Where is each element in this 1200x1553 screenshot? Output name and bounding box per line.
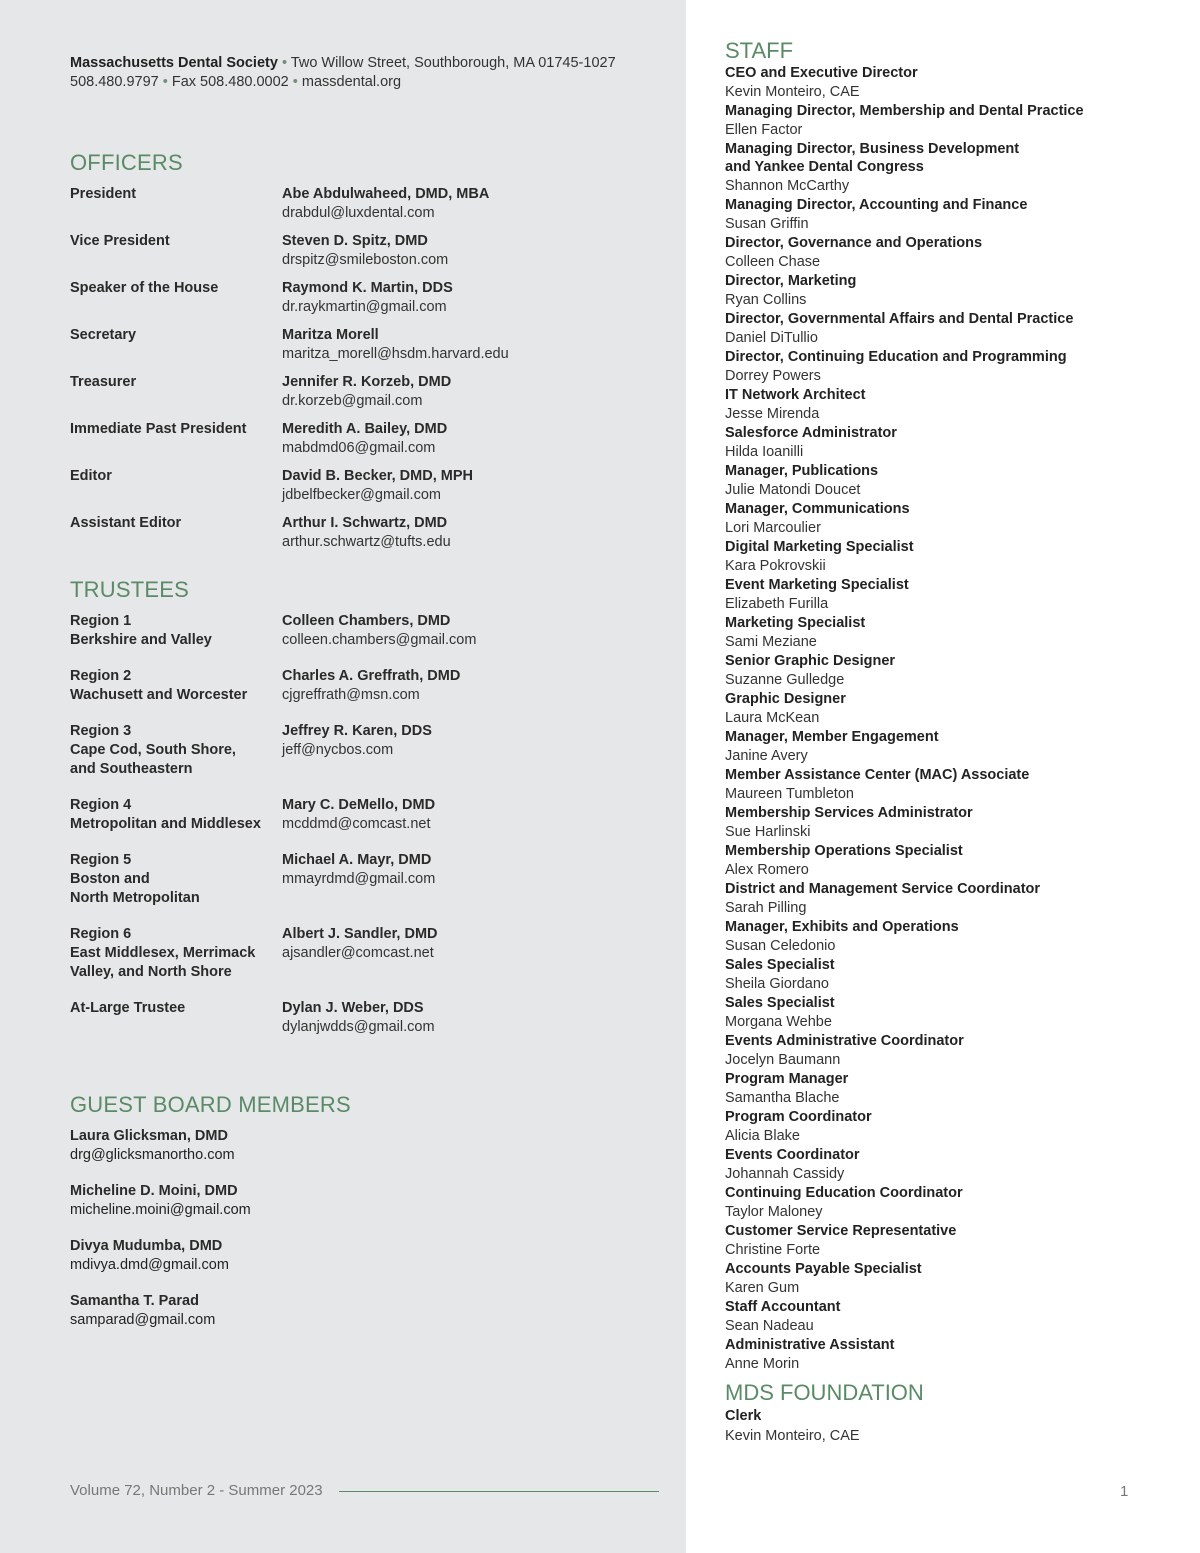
officer-name: David B. Becker, DMD, MPH	[282, 468, 473, 484]
trustees-heading: TRUSTEES	[70, 577, 189, 602]
trustee-row	[70, 667, 476, 705]
trustee-email[interactable]: mcddmd@comcast.net	[282, 816, 431, 832]
staff-name: Jocelyn Baumann	[725, 1052, 841, 1068]
trustee-name: Dylan J. Weber, DDS	[282, 1000, 424, 1016]
staff-name: Hilda Ioanilli	[725, 444, 804, 460]
trustee-region	[70, 722, 282, 779]
staff-list	[725, 64, 1084, 1374]
trustee-person	[282, 925, 438, 982]
guest-email[interactable]: mdivya.dmd@gmail.com	[70, 1257, 229, 1273]
foundation-title: Clerk	[725, 1408, 762, 1424]
officer-name: Raymond K. Martin, DDS	[282, 280, 453, 296]
trustee-name: Albert J. Sandler, DMD	[282, 926, 438, 942]
officer-role: Editor	[70, 468, 112, 484]
staff-name: Julie Matondi Doucet	[725, 482, 861, 498]
officer-name: Jennifer R. Korzeb, DMD	[282, 374, 452, 390]
staff-title: Digital Marketing Specialist	[725, 539, 914, 555]
guest-name: Laura Glicksman, DMD	[70, 1128, 228, 1144]
officer-person	[282, 279, 453, 317]
staff-column	[725, 38, 1084, 1446]
org-fax: Fax 508.480.0002	[171, 74, 289, 90]
guest-name: Divya Mudumba, DMD	[70, 1238, 223, 1254]
trustee-region	[70, 612, 282, 650]
org-line-1	[70, 54, 616, 73]
officer-email[interactable]: maritza_morell@hsdm.harvard.edu	[282, 346, 509, 362]
trustee-region-line: Region 3	[70, 723, 132, 739]
staff-name: Christine Forte	[725, 1242, 821, 1258]
staff-name: Sue Harlinski	[725, 824, 811, 840]
staff-name: Elizabeth Furilla	[725, 596, 829, 612]
guest-member	[70, 1292, 251, 1330]
trustee-region	[70, 851, 282, 908]
staff-name: Jesse Mirenda	[725, 406, 820, 422]
trustee-region-line: Berkshire and Valley	[70, 632, 212, 648]
officer-email[interactable]: dr.korzeb@gmail.com	[282, 393, 423, 409]
officer-role: Immediate Past President	[70, 421, 247, 437]
officer-role: Treasurer	[70, 374, 137, 390]
staff-name: Taylor Maloney	[725, 1204, 823, 1220]
guest-email[interactable]: drg@glicksmanortho.com	[70, 1147, 235, 1163]
trustee-region	[70, 667, 282, 705]
guest-board-list	[70, 1127, 251, 1347]
trustee-name: Michael A. Mayr, DMD	[282, 852, 432, 868]
guest-email[interactable]: micheline.moini@gmail.com	[70, 1202, 251, 1218]
guest-email[interactable]: samparad@gmail.com	[70, 1312, 216, 1328]
trustee-region-line: Wachusett and Worcester	[70, 687, 248, 703]
officer-email[interactable]: jdbelfbecker@gmail.com	[282, 487, 441, 503]
staff-name: Susan Celedonio	[725, 938, 836, 954]
guest-member	[70, 1237, 251, 1275]
guest-name: Samantha T. Parad	[70, 1293, 199, 1309]
staff-title: Manager, Publications	[725, 463, 879, 479]
guest-member	[70, 1182, 251, 1220]
officer-person	[282, 514, 451, 552]
officer-person	[282, 326, 509, 364]
staff-title: Customer Service Representative	[725, 1223, 957, 1239]
org-address: Two Willow Street, Southborough, MA 01745-1027	[290, 55, 616, 71]
separator-dot: •	[281, 55, 288, 71]
officers-heading: OFFICERS	[70, 150, 183, 175]
org-contact-block	[70, 54, 616, 92]
trustee-region-line: Boston and	[70, 871, 150, 887]
staff-title: Staff Accountant	[725, 1299, 841, 1315]
staff-name: Colleen Chase	[725, 254, 821, 270]
staff-name: Sami Meziane	[725, 634, 817, 650]
staff-title: Sales Specialist	[725, 957, 835, 973]
staff-title: Continuing Education Coordinator	[725, 1185, 963, 1201]
trustee-name: Colleen Chambers, DMD	[282, 613, 451, 629]
trustee-region	[70, 999, 282, 1037]
staff-title: Membership Services Administrator	[725, 805, 973, 821]
trustee-email[interactable]: cjgreffrath@msn.com	[282, 687, 420, 703]
staff-title: Managing Director, Accounting and Finance	[725, 197, 1028, 213]
staff-name: Dorrey Powers	[725, 368, 821, 384]
footer-divider	[339, 1491, 659, 1492]
staff-name: Sean Nadeau	[725, 1318, 814, 1334]
trustee-region	[70, 925, 282, 982]
trustee-person	[282, 999, 435, 1037]
officer-name: Arthur I. Schwartz, DMD	[282, 515, 448, 531]
trustee-region-line: East Middlesex, Merrimack	[70, 945, 256, 961]
trustee-row	[70, 999, 476, 1037]
trustee-region-line: North Metropolitan	[70, 890, 200, 906]
staff-title: Manager, Member Engagement	[725, 729, 939, 745]
trustee-row	[70, 722, 476, 779]
trustee-person	[282, 667, 460, 705]
trustee-region-line: Metropolitan and Middlesex	[70, 816, 261, 832]
staff-title: Salesforce Administrator	[725, 425, 897, 441]
officer-person	[282, 373, 451, 411]
officer-role: Speaker of the House	[70, 280, 219, 296]
trustee-region-line: Cape Cod, South Shore,	[70, 742, 236, 758]
officer-email[interactable]: arthur.schwartz@tufts.edu	[282, 534, 451, 550]
officer-role: President	[70, 186, 137, 202]
officer-row	[70, 232, 509, 270]
staff-name: Susan Griffin	[725, 216, 809, 232]
staff-name: Ryan Collins	[725, 292, 807, 308]
org-website[interactable]: massdental.org	[301, 74, 402, 90]
staff-title: Managing Director, Membership and Dental Practice	[725, 103, 1084, 119]
officer-email[interactable]: dr.raykmartin@gmail.com	[282, 299, 447, 315]
staff-title: Administrative Assistant	[725, 1337, 895, 1353]
trustee-person	[282, 796, 435, 834]
staff-title: Managing Director, Business Development and Yankee Dental Congress	[725, 141, 1020, 175]
trustee-email[interactable]: mmayrdmd@gmail.com	[282, 871, 436, 887]
org-line-2	[70, 73, 616, 92]
staff-name: Kevin Monteiro, CAE	[725, 84, 860, 100]
officer-row	[70, 373, 509, 411]
org-name: Massachusetts Dental Society	[70, 55, 278, 71]
staff-title: Director, Continuing Education and Programming	[725, 349, 1067, 365]
staff-title: Manager, Communications	[725, 501, 910, 517]
trustee-region-line: Region 5	[70, 852, 132, 868]
officer-person	[282, 185, 489, 223]
trustee-person	[282, 722, 432, 779]
staff-name: Shannon McCarthy	[725, 178, 850, 194]
trustee-email[interactable]: dylanjwdds@gmail.com	[282, 1019, 435, 1035]
trustee-region-line: Region 4	[70, 797, 132, 813]
trustee-name: Mary C. DeMello, DMD	[282, 797, 436, 813]
staff-title: District and Management Service Coordinator	[725, 881, 1041, 897]
staff-title: Director, Governance and Operations	[725, 235, 983, 251]
guest-board-heading: GUEST BOARD MEMBERS	[70, 1092, 351, 1117]
trustee-region-line: Valley, and North Shore	[70, 964, 232, 980]
staff-title: Events Coordinator	[725, 1147, 860, 1163]
staff-name: Alicia Blake	[725, 1128, 800, 1144]
trustee-region-line: At-Large Trustee	[70, 1000, 186, 1016]
officer-person	[282, 232, 448, 270]
officer-person	[282, 467, 473, 505]
officer-name: Maritza Morell	[282, 327, 379, 343]
staff-title: Event Marketing Specialist	[725, 577, 909, 593]
trustee-email[interactable]: jeff@nycbos.com	[282, 742, 394, 758]
staff-title: Accounts Payable Specialist	[725, 1261, 922, 1277]
officer-role: Vice President	[70, 233, 170, 249]
trustee-name: Charles A. Greffrath, DMD	[282, 668, 461, 684]
trustee-row	[70, 925, 476, 982]
staff-title: Program Coordinator	[725, 1109, 872, 1125]
guest-member	[70, 1127, 251, 1165]
staff-name: Laura McKean	[725, 710, 820, 726]
trustees-list	[70, 612, 476, 1054]
staff-name: Johannah Cassidy	[725, 1166, 845, 1182]
staff-name: Sheila Giordano	[725, 976, 829, 992]
separator-dot: •	[292, 74, 298, 90]
staff-name: Morgana Wehbe	[725, 1014, 832, 1030]
staff-title: Membership Operations Specialist	[725, 843, 963, 859]
officers-list	[70, 185, 509, 561]
org-phone: 508.480.9797	[70, 74, 159, 90]
trustee-person	[282, 612, 476, 650]
officer-role: Assistant Editor	[70, 515, 182, 531]
staff-title: Manager, Exhibits and Operations	[725, 919, 959, 935]
volume-info: Volume 72, Number 2 - Summer 2023	[70, 1482, 323, 1499]
officer-role: Secretary	[70, 327, 137, 343]
staff-heading: STAFF	[725, 38, 794, 63]
officer-email[interactable]: drabdul@luxdental.com	[282, 205, 435, 221]
trustee-person	[282, 851, 435, 908]
trustee-email[interactable]: ajsandler@comcast.net	[282, 945, 434, 961]
page-number: 1	[1120, 1483, 1129, 1500]
staff-title: Program Manager	[725, 1071, 849, 1087]
officer-email[interactable]: mabdmd06@gmail.com	[282, 440, 436, 456]
trustee-region-line: Region 2	[70, 668, 132, 684]
officer-row	[70, 185, 509, 223]
foundation-name: Kevin Monteiro, CAE	[725, 1428, 860, 1444]
staff-name: Karen Gum	[725, 1280, 800, 1296]
officer-row	[70, 326, 509, 364]
staff-title: Director, Governmental Affairs and Dental Practice	[725, 311, 1074, 327]
trustee-name: Jeffrey R. Karen, DDS	[282, 723, 432, 739]
officer-row	[70, 420, 509, 458]
officer-name: Steven D. Spitz, DMD	[282, 233, 428, 249]
staff-name: Samantha Blache	[725, 1090, 840, 1106]
staff-title: Graphic Designer	[725, 691, 846, 707]
officer-email[interactable]: drspitz@smileboston.com	[282, 252, 449, 268]
trustee-region	[70, 796, 282, 834]
trustee-row	[70, 796, 476, 834]
trustee-row	[70, 612, 476, 650]
staff-title: Events Administrative Coordinator	[725, 1033, 964, 1049]
staff-title: Marketing Specialist	[725, 615, 866, 631]
staff-title: Member Assistance Center (MAC) Associate	[725, 767, 1030, 783]
staff-name: Lori Marcoulier	[725, 520, 821, 536]
trustee-region-line: and Southeastern	[70, 761, 193, 777]
separator-dot: •	[162, 74, 168, 90]
staff-title: Senior Graphic Designer	[725, 653, 896, 669]
officer-person	[282, 420, 447, 458]
trustee-email[interactable]: colleen.chambers@gmail.com	[282, 632, 477, 648]
staff-name: Sarah Pilling	[725, 900, 807, 916]
officer-row	[70, 514, 509, 552]
officer-row	[70, 279, 509, 317]
staff-name: Alex Romero	[725, 862, 809, 878]
staff-name: Anne Morin	[725, 1356, 800, 1372]
officer-name: Abe Abdulwaheed, DMD, MBA	[282, 186, 490, 202]
officer-row	[70, 467, 509, 505]
officer-name: Meredith A. Bailey, DMD	[282, 421, 448, 437]
staff-name: Maureen Tumbleton	[725, 786, 854, 802]
staff-name: Kara Pokrovskii	[725, 558, 826, 574]
trustee-row	[70, 851, 476, 908]
staff-name: Daniel DiTullio	[725, 330, 818, 346]
trustee-region-line: Region 6	[70, 926, 132, 942]
staff-name: Ellen Factor	[725, 122, 803, 138]
staff-name: Suzanne Gulledge	[725, 672, 845, 688]
staff-title: Director, Marketing	[725, 273, 857, 289]
staff-name: Janine Avery	[725, 748, 808, 764]
trustee-region-line: Region 1	[70, 613, 132, 629]
foundation-heading: MDS FOUNDATION	[725, 1380, 924, 1405]
staff-title: IT Network Architect	[725, 387, 866, 403]
foundation-list	[725, 1406, 1084, 1446]
guest-name: Micheline D. Moini, DMD	[70, 1183, 238, 1199]
staff-title: Sales Specialist	[725, 995, 835, 1011]
staff-title: CEO and Executive Director	[725, 65, 918, 81]
